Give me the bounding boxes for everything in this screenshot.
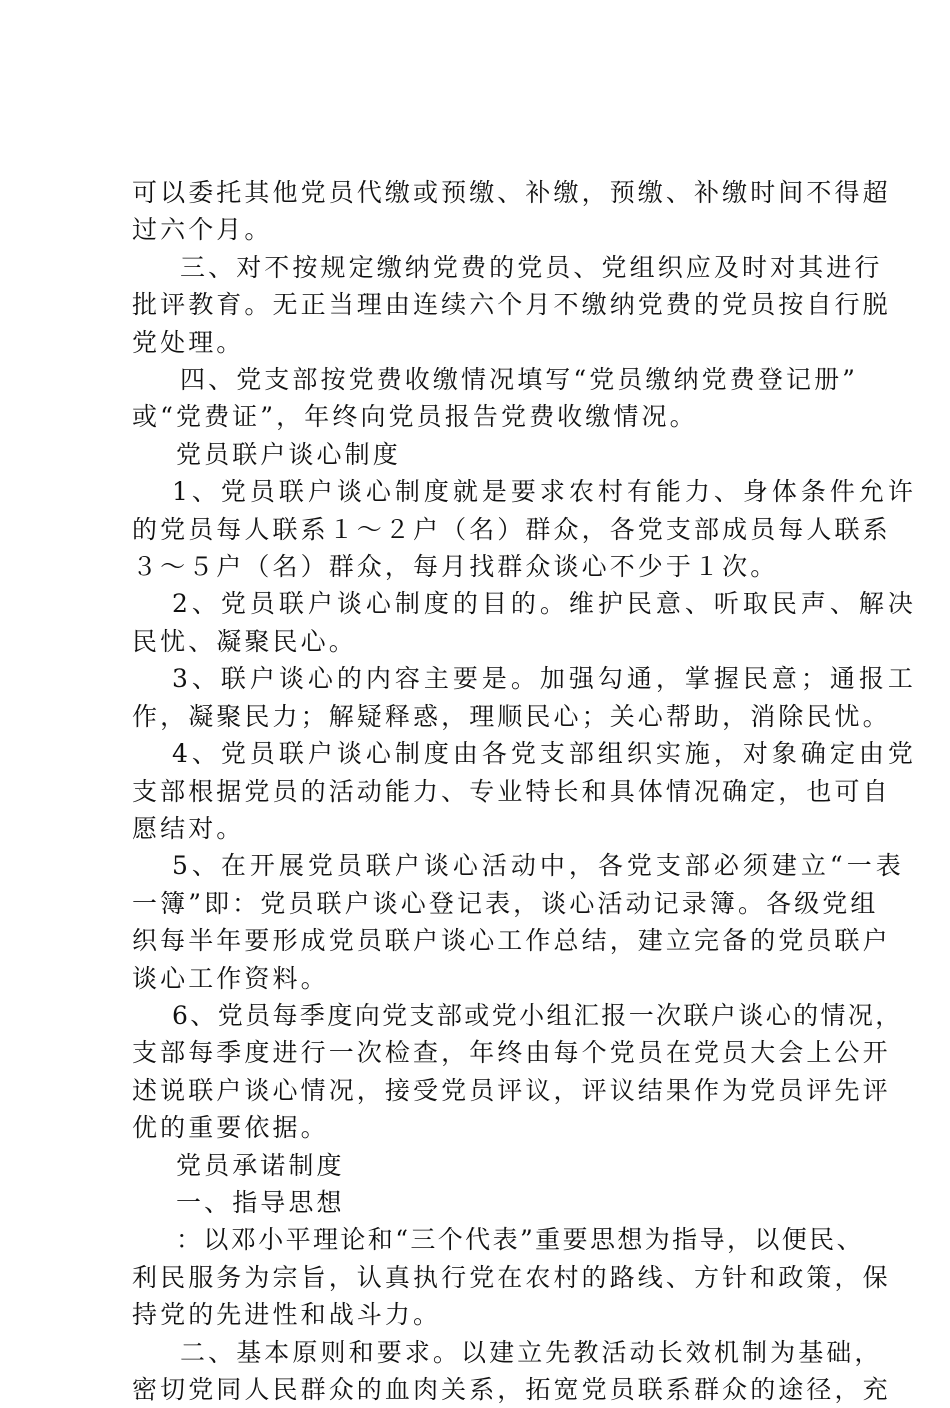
text-line: ：以邓小平理论和“三个代表”重要思想为指导，以便民、 (176, 1225, 864, 1255)
section-heading: 一、指导思想 (176, 1187, 345, 1217)
text-line: 谈心工作资料。 (132, 963, 329, 993)
text-line: 过六个月。 (132, 215, 273, 245)
text-line: 民忧、凝聚民心。 (132, 626, 357, 656)
text-line: 党处理。 (132, 327, 245, 357)
text-line: 作，凝聚民力；解疑释惑，理顺民心；关心帮助，消除民忧。 (132, 701, 891, 731)
text-line: 织每半年要形成党员联户谈心工作总结，建立完备的党员联户 (132, 926, 891, 956)
text-line: 6、党员每季度向党支部或党小组汇报一次联户谈心的情况， (172, 1000, 903, 1030)
text-line: 可以委托其他党员代缴或预缴、补缴，预缴、补缴时间不得超 (132, 178, 891, 207)
text-line: 优的重要依据。 (132, 1113, 329, 1143)
text-line: 3、联户谈心的内容主要是。加强勾通，掌握民意；通报工 (172, 664, 917, 694)
text-line: 1、党员联户谈心制度就是要求农村有能力、身体条件允许 (172, 477, 917, 507)
section-heading: 党员联户谈心制度 (176, 439, 401, 469)
text-line: 批评教育。无正当理由连续六个月不缴纳党费的党员按自行脱 (132, 290, 891, 320)
text-line: 二、基本原则和要求。以建立先教活动长效机制为基础， (180, 1337, 883, 1367)
text-line: 4、党员联户谈心制度由各党支部组织实施，对象确定由党 (172, 739, 917, 769)
text-line: 述说联户谈心情况，接受党员评议，评议结果作为党员评先评 (132, 1075, 891, 1105)
text-line: 2、党员联户谈心制度的目的。维护民意、听取民声、解决 (172, 589, 917, 619)
text-line: 的党员每人联系１～２户（名）群众，各党支部成员每人联系 (132, 514, 891, 544)
text-line: 利民服务为宗旨，认真执行党在农村的路线、方针和政策，保 (132, 1262, 891, 1292)
text-line: 5、在开展党员联户谈心活动中，各党支部必须建立“一表 (172, 851, 905, 881)
text-line: 或“党费证”，年终向党员报告党费收缴情况。 (132, 402, 698, 432)
text-line: 密切党同人民群众的血肉关系，拓宽党员联系群众的途径，充 (132, 1375, 891, 1404)
document-body (132, 174, 917, 1408)
text-line: 愿结对。 (132, 813, 245, 843)
text-line: 一簿”即：党员联户谈心登记表，谈心活动记录簿。各级党组 (132, 888, 879, 918)
text-line: 支部根据党员的活动能力、专业特长和具体情况确定，也可自 (132, 776, 891, 806)
text-line: 四、党支部按党费收缴情况填写“党员缴纳党费登记册” (180, 365, 859, 395)
section-heading: 党员承诺制度 (176, 1150, 345, 1180)
text-line: ３～５户（名）群众，每月找群众谈心不少于１次。 (132, 552, 779, 582)
text-line: 支部每季度进行一次检查，年终由每个党员在党员大会上公开 (132, 1038, 891, 1068)
text-line: 持党的先进性和战斗力。 (132, 1300, 442, 1330)
text-line: 三、对不按规定缴纳党费的党员、党组织应及时对其进行 (180, 252, 883, 282)
